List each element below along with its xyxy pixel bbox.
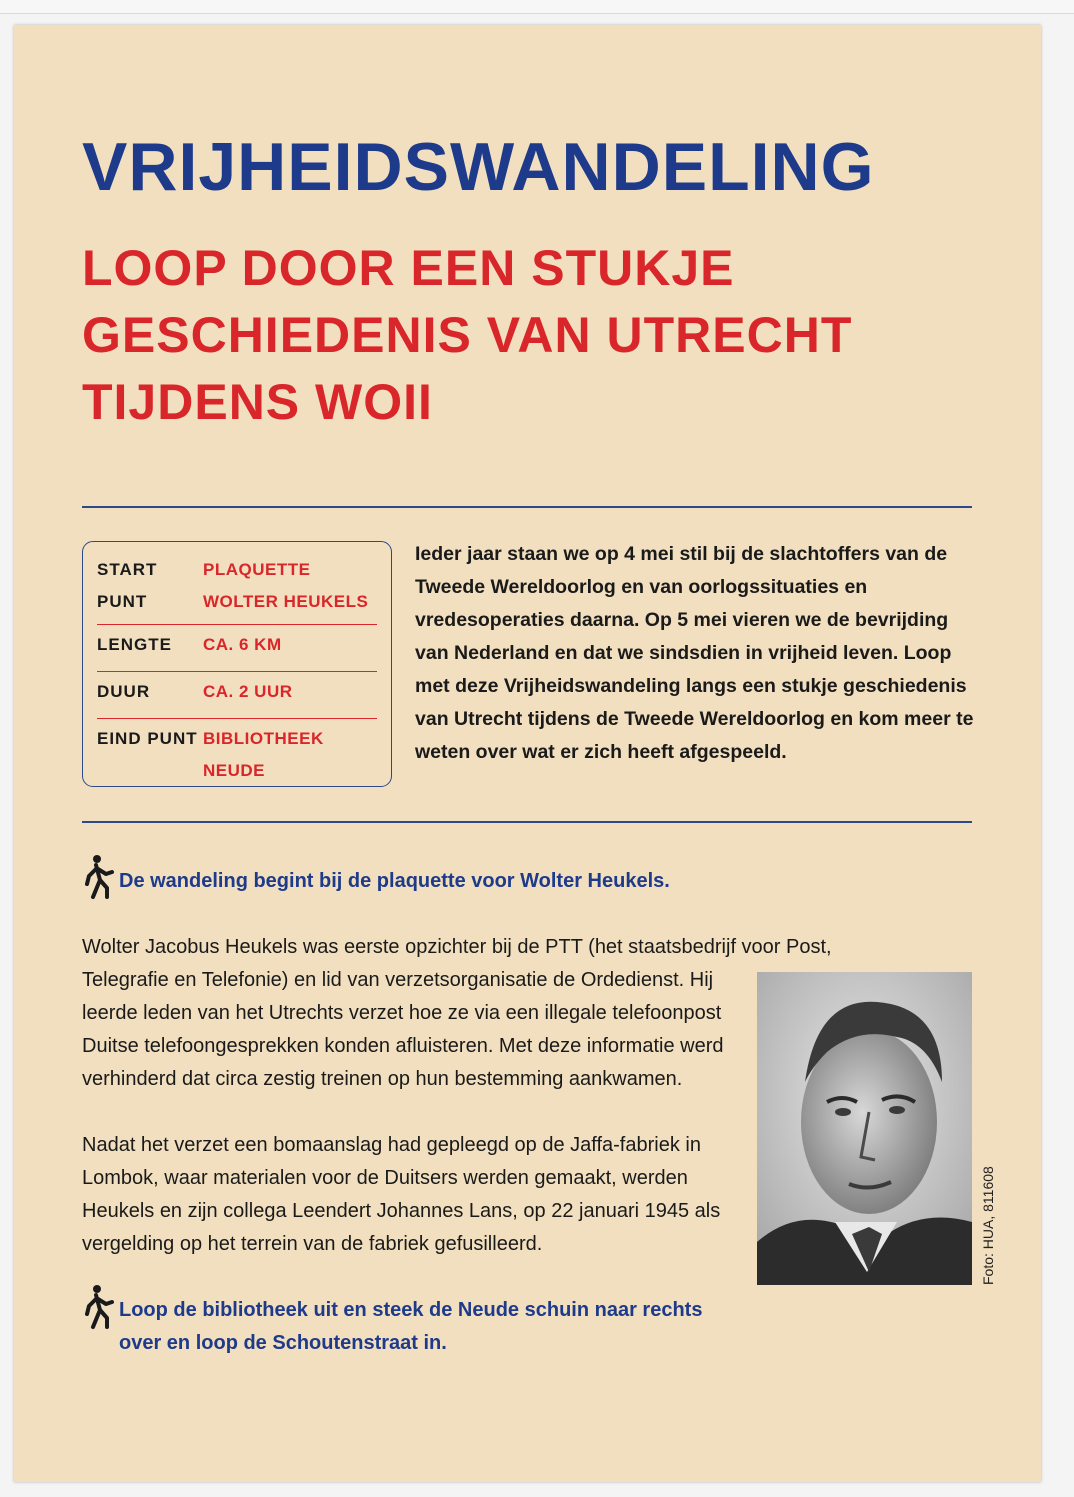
body-text-paragraph2: Nadat het verzet een bomaanslag had gepleegd op de Jaffa-fabriek in Lombok, waar materialen voor de Duitsers werden gemaakt, werden Heukels en zijn collega Leendert Johannes Lans, op 22 januari 1945 als vergelding op het terrein van de fabriek gefusilleerd. xyxy=(82,1134,721,1255)
info-label: START PUNT xyxy=(97,560,158,611)
info-value: CA. 2 UUR xyxy=(203,682,293,701)
flyer-page xyxy=(14,25,1041,1482)
walking-person-icon xyxy=(82,854,116,900)
instruction-1: De wandeling begint bij de plaquette voor Wolter Heukels. xyxy=(119,870,670,892)
info-row-end xyxy=(97,719,377,793)
page-subtitle: LOOP DOOR EEN STUKJE GESCHIEDENIS VAN UTRECHT TIJDENS WOII xyxy=(82,240,853,430)
intro-text: Ieder jaar staan we op 4 mei stil bij de slachtoffers van de Tweede Wereldoorlog en van oorlogssituaties en vredesoperaties daarna. Op 5 mei vieren we de bevrijding van Nederland en dat we sindsdien in vrijheid leven. Loop met deze Vrijheidswandeling langs een stukje geschiedenis van Utrecht tijdens de Tweede Wereldoorlog en kom meer te weten over wat er zich heeft afgespeeld. xyxy=(415,543,974,763)
viewer-top-bar xyxy=(0,0,1074,14)
walking-person-icon xyxy=(82,1284,116,1330)
divider-top xyxy=(82,506,972,508)
info-row-length xyxy=(97,625,377,672)
page-title: VRIJHEIDSWANDELING xyxy=(82,129,875,205)
photo-credit: Foto: HUA, 811608 xyxy=(980,1166,996,1285)
divider-bottom xyxy=(82,821,972,823)
info-value: CA. 6 KM xyxy=(203,635,282,654)
info-row-duration xyxy=(97,672,377,719)
instruction-2: Loop de bibliotheek uit en steek de Neude schuin naar rechts over en loop de Schoutenstraat in. xyxy=(119,1299,703,1354)
info-row-start xyxy=(97,550,377,625)
body-text-paragraph1: Telegrafie en Telefonie) en lid van verzetsorganisatie de Ordedienst. Hij leerde leden van het Utrechts verzet hoe ze via een illegale telefoonpost Duitse telefoongesprekken konden afluisteren. Met deze informatie werd verhinderd dat circa zestig treinen op hun bestemming aankwamen. xyxy=(82,969,724,1090)
info-label: LENGTE xyxy=(97,635,172,654)
body-text-line1: Wolter Jacobus Heukels was eerste opzichter bij de PTT (het staatsbedrijf voor Post, xyxy=(82,936,832,958)
info-value: PLAQUETTE WOLTER HEUKELS xyxy=(203,560,369,611)
portrait-photo xyxy=(757,972,972,1285)
info-label: DUUR xyxy=(97,682,151,701)
route-info-box xyxy=(82,541,392,787)
info-label: EIND PUNT xyxy=(97,729,198,748)
info-value: BIBLIOTHEEK NEUDE xyxy=(203,729,324,780)
